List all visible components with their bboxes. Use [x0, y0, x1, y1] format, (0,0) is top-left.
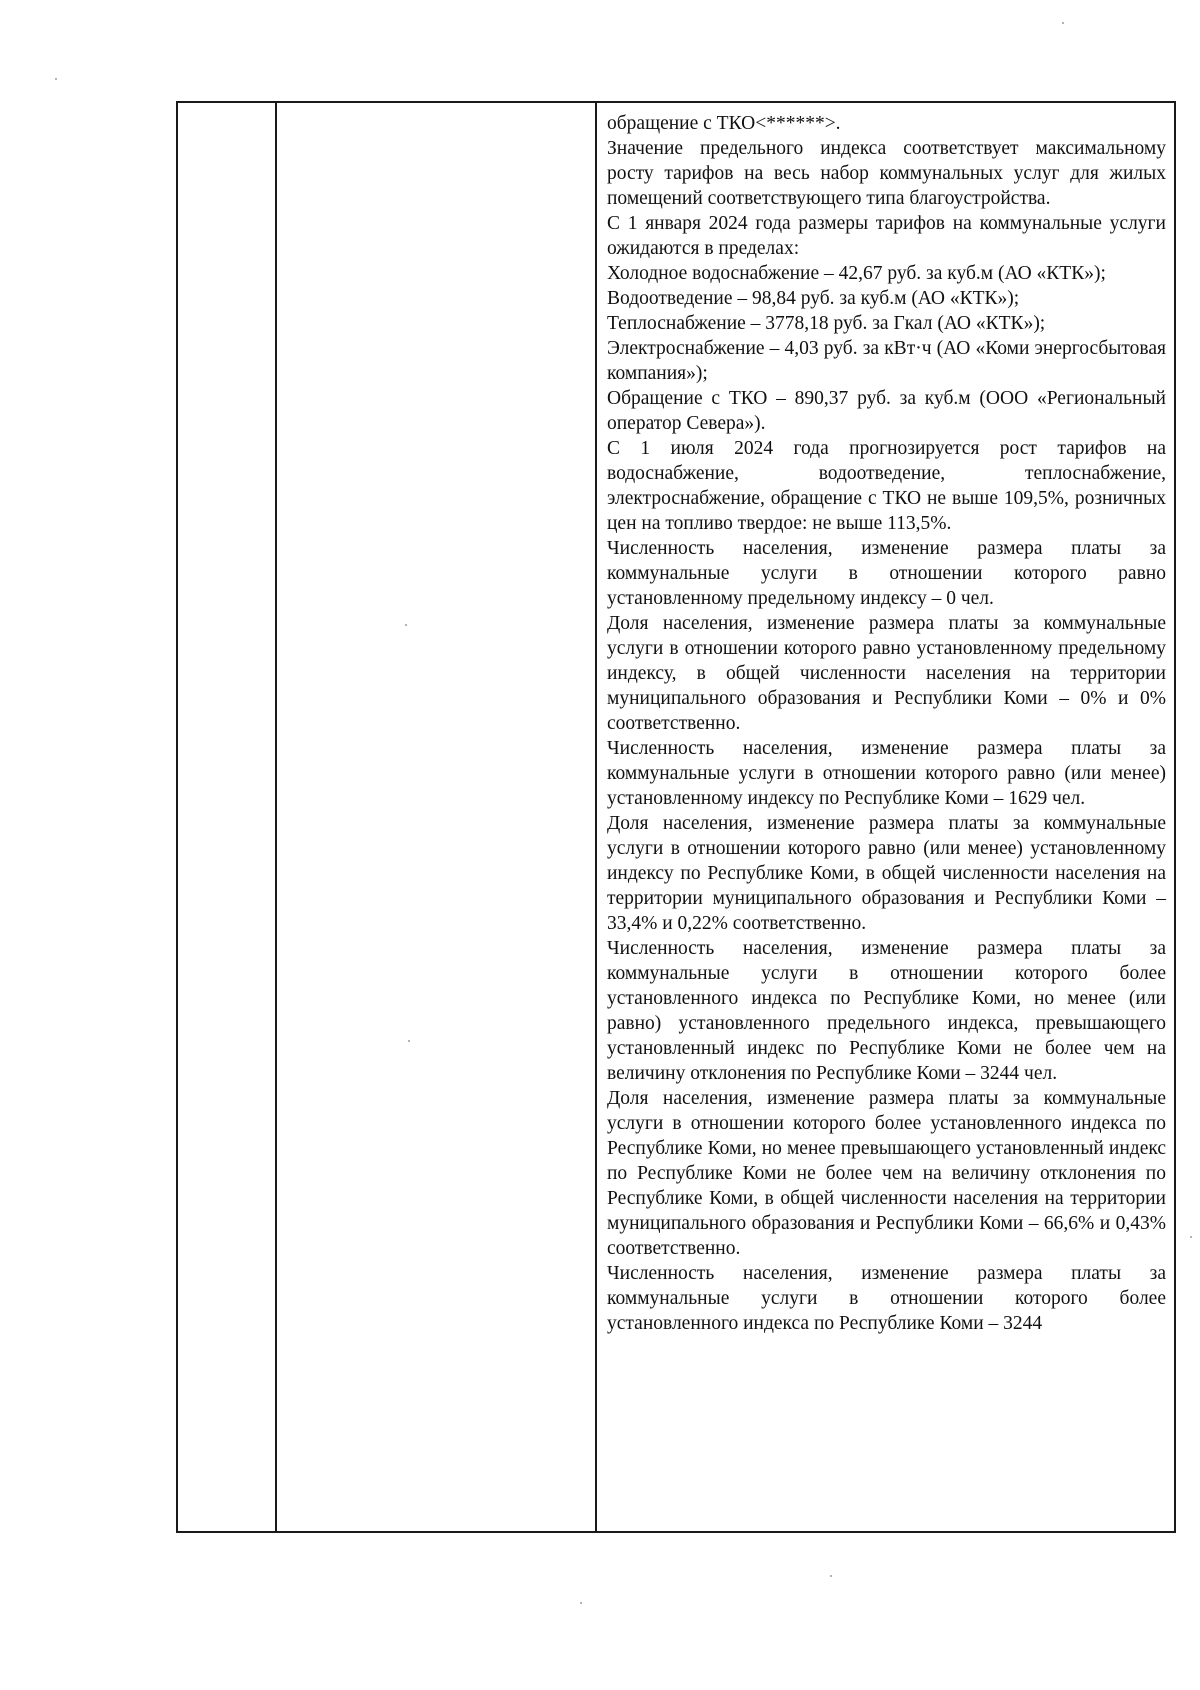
paragraph-tko-footnote: обращение с ТКО<******>. [607, 113, 841, 134]
paragraph-share-limit-index: Доля населения, изменение размера платы за коммунальные услуги в отношении которого равно установленному предельному индексу, в общей численности населения на территории муниципального образования и Республики Коми – 0% и 0% соответственно. [607, 613, 1166, 734]
paragraph-population-above-komi: Численность населения, изменение размера платы за коммунальные услуги в отношении которого более установленного индекса по Республике Коми, но менее (или равно) установленного предельного индекса, превышающего установленный индекс по Республике Коми не более чем на величину отклонения по Республике Коми – 3244 чел. [607, 938, 1166, 1084]
scan-speck [405, 624, 407, 626]
paragraph-wastewater: Водоотведение – 98,84 руб. за куб.м (АО «КТК»); [607, 288, 1020, 309]
scan-speck [408, 1040, 410, 1042]
paragraph-population-komi-index: Численность населения, изменение размера платы за коммунальные услуги в отношении которого равно (или менее) установленному индексу по Республике Коми – 1629 чел. [607, 738, 1166, 809]
paragraph-tariffs-intro: С 1 января 2024 года размеры тарифов на коммунальные услуги ожидаются в пределах: [607, 213, 1166, 259]
table-column-content [597, 103, 1174, 1531]
document-table [176, 101, 1176, 1533]
paragraph-population-above-komi-cont: Численность населения, изменение размера платы за коммунальные услуги в отношении которого более установленного индекса по Республике Коми – 3244 [607, 1263, 1166, 1334]
paragraph-share-above-komi: Доля населения, изменение размера платы за коммунальные услуги в отношении которого более установленного индекса по Республике Коми, но менее превышающего установленный индекс по Республике Коми не более чем на величину отклонения по Республике Коми, в общей численности населения на территории муниципального образования и Республики Коми – 66,6% и 0,43% соответственно. [607, 1088, 1166, 1259]
scan-speck [1190, 1236, 1192, 1238]
scan-speck [830, 1575, 832, 1577]
table-column-number [178, 103, 277, 1531]
paragraph-index-value: Значение предельного индекса соответствует максимальному росту тарифов на весь набор коммунальных услуг для жилых помещений соответствующего типа благоустройства. [607, 138, 1166, 209]
paragraph-heat-supply: Теплоснабжение – 3778,18 руб. за Гкал (АО «КТК»); [607, 313, 1046, 334]
paragraph-electricity: Электроснабжение – 4,03 руб. за кВт·ч (АО «Коми энергосбытовая компания»); [607, 338, 1166, 384]
paragraph-cold-water: Холодное водоснабжение – 42,67 руб. за куб.м (АО «КТК»); [607, 263, 1106, 284]
paragraph-population-limit-index: Численность населения, изменение размера платы за коммунальные услуги в отношении которого равно установленному предельному индексу – 0 чел. [607, 538, 1166, 609]
paragraph-july-growth: С 1 июля 2024 года прогнозируется рост тарифов на водоснабжение, водоотведение, теплоснабжение, электроснабжение, обращение с ТКО не выше 109,5%, розничных цен на топливо твердое: не выше 113,5%. [607, 438, 1166, 534]
scan-speck [580, 1602, 582, 1604]
paragraph-share-komi-index: Доля населения, изменение размера платы за коммунальные услуги в отношении которого равно (или менее) установленному индексу по Республике Коми, в общей численности населения на территории муниципального образования и Республики Коми – 33,4% и 0,22% соответственно. [607, 813, 1166, 934]
table-column-indicator [277, 103, 597, 1531]
scan-speck [1062, 22, 1064, 24]
paragraph-tko-tariff: Обращение с ТКО – 890,37 руб. за куб.м (ООО «Региональный оператор Севера»). [607, 388, 1166, 434]
scan-speck [55, 78, 57, 80]
